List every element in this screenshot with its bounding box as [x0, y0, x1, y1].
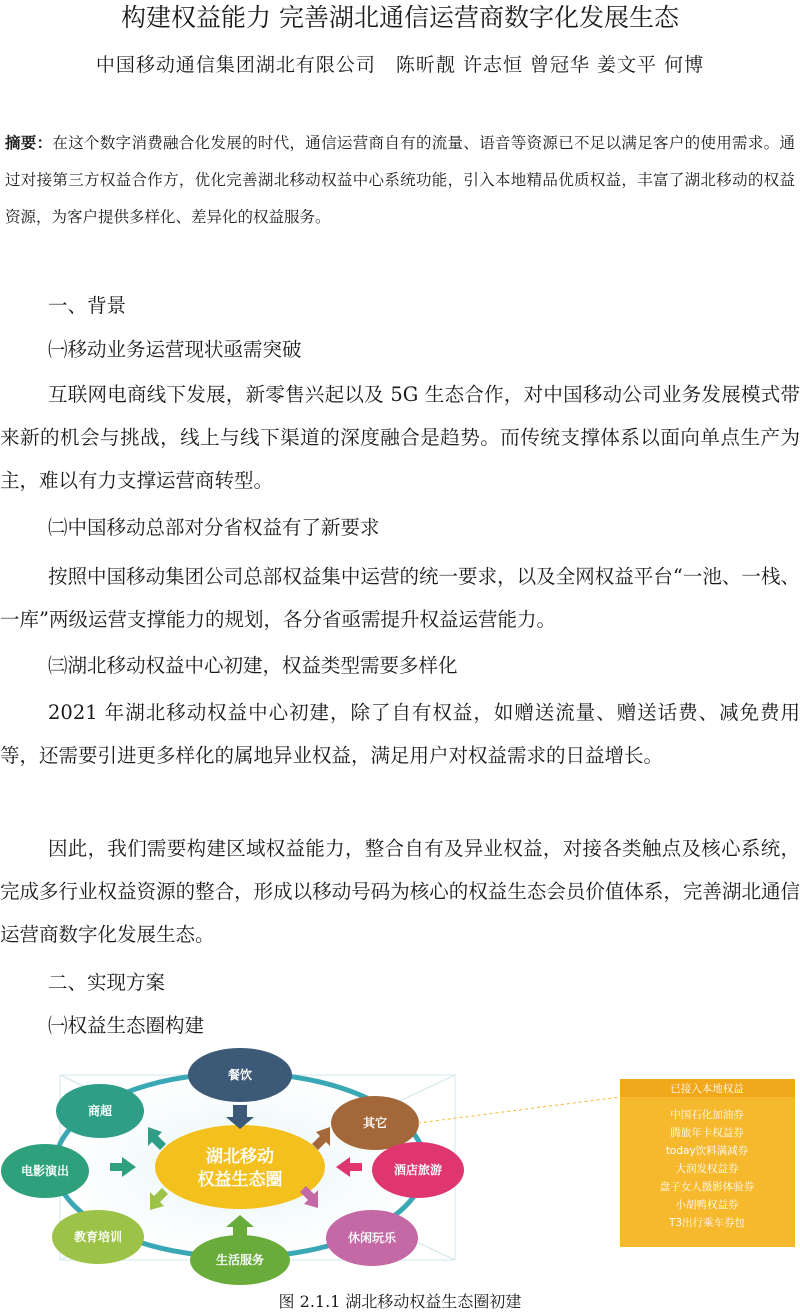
- section-heading-background: 一、背景: [48, 294, 127, 317]
- center-circle: [155, 1125, 325, 1209]
- figure-caption: 图 2.1.1 湖北移动权益生态圈初建: [278, 1292, 522, 1311]
- panel-header: 已接入本地权益: [670, 1083, 744, 1095]
- node-supermarket-label: 商超: [87, 1104, 113, 1118]
- paragraph-1: 互联网电商线下发展，新零售兴起以及 5G 生态合作，对中国移动公司业务发展模式带来新的机会与挑战，线上与线下渠道的深度融合是趋势。而传统支撑体系以面向单点生产为主，难以有力支撑运营商转型。: [0, 383, 800, 492]
- center-label-line2: 权益生态圈: [197, 1170, 283, 1190]
- ecosystem-diagram: [0, 1045, 800, 1285]
- paragraph-4: 因此，我们需要构建区域权益能力，整合自有及异业权益，对接各类触点及核心系统，完成多行业权益资源的整合，形成以移动号码为核心的权益生态会员价值体系，完善湖北通信运营商数字化发展生态。: [0, 837, 800, 946]
- panel-item: 腾旅年卡权益券: [670, 1127, 744, 1139]
- panel-item: 小胡鸭权益券: [675, 1199, 739, 1211]
- subheading-3: ㈢湖北移动权益中心初建，权益类型需要多样化: [48, 654, 458, 677]
- subheading-2: ㈡中国移动总部对分省权益有了新要求: [48, 516, 380, 539]
- node-other-label: 其它: [362, 1116, 388, 1130]
- panel-item: T3出行乘车券包: [668, 1217, 746, 1229]
- document-title: 构建权益能力 完善湖北通信运营商数字化发展生态: [121, 3, 679, 32]
- panel-item: today饮料满减券: [665, 1145, 749, 1157]
- panel-item: 大润发权益券: [675, 1163, 739, 1175]
- panel-item: 中国石化加油券: [670, 1109, 744, 1121]
- panel-item: 盘子女人摄影体验券: [659, 1181, 755, 1193]
- node-hotel-travel-label: 酒店旅游: [393, 1163, 443, 1177]
- section-heading-solution: 二、实现方案: [48, 971, 166, 994]
- author-line: 中国移动通信集团湖北有限公司 陈昕靓 许志恒 曾冠华 姜文平 何博: [95, 54, 705, 76]
- subheading-ecosystem: ㈠权益生态圈构建: [48, 1014, 205, 1037]
- node-leisure-label: 休闲玩乐: [347, 1231, 397, 1245]
- panel-connector: [418, 1097, 620, 1123]
- node-life-services-label: 生活服务: [215, 1253, 265, 1267]
- abstract: [5, 125, 795, 236]
- node-movies-shows-label: 电影演出: [20, 1164, 70, 1178]
- abstract-text: 在这个数字消费融合化发展的时代，通信运营商自有的流量、语音等资源已不足以满足客户的使用需求。通过对接第三方权益合作方，优化完善湖北移动权益中心系统功能，引入本地精品优质权益，丰富了湖北移动的权益资源，为客户提供多样化、差异化的权益服务。: [5, 134, 795, 226]
- node-education-label: 教育培训: [73, 1230, 123, 1244]
- paragraph-2: 按照中国移动集团公司总部权益集中运营的统一要求，以及全网权益平台“一池、一栈、一库”两级运营支撑能力的规划，各分省亟需提升权益运营能力。: [0, 565, 800, 631]
- paragraph-3: 2021 年湖北移动权益中心初建，除了自有权益，如赠送流量、赠送话费、减免费用等，还需要引进更多样化的属地异业权益，满足用户对权益需求的日益增长。: [0, 701, 800, 767]
- center-label-line1: 湖北移动: [206, 1147, 274, 1167]
- subheading-1: ㈠移动业务运营现状亟需突破: [48, 338, 302, 361]
- node-catering-label: 餐饮: [227, 1068, 253, 1082]
- abstract-label: 摘要：: [5, 134, 53, 152]
